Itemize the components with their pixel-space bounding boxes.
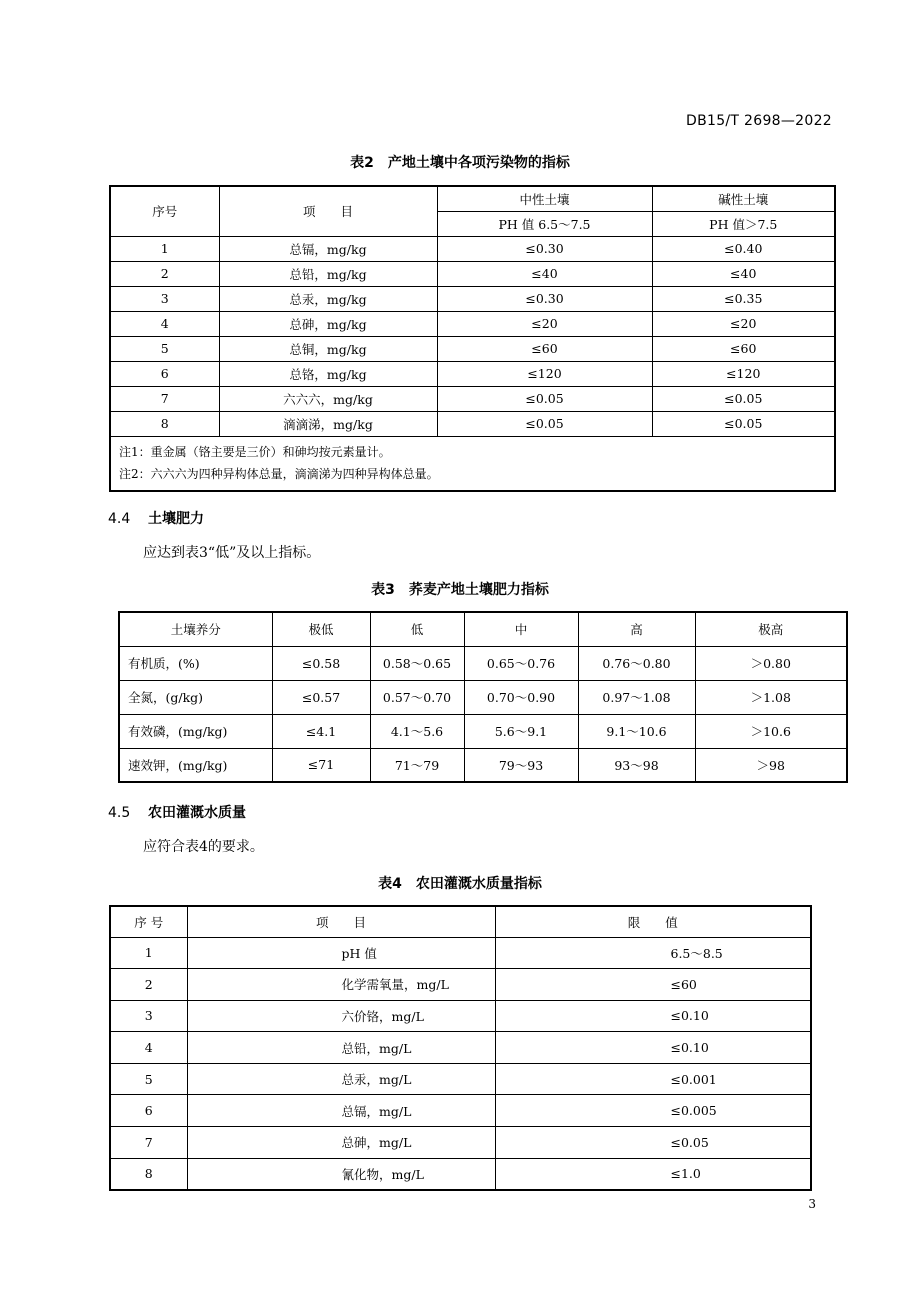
cell-item: 总镉，mg/L	[187, 1095, 495, 1127]
cell-alkaline: ≤0.05	[652, 411, 835, 436]
cell-item: 总铜，mg/kg	[219, 336, 437, 361]
table-row	[110, 236, 835, 261]
table4-header-item: 项 目	[187, 906, 495, 937]
table-row	[119, 680, 847, 714]
cell-item: 总砷，mg/kg	[219, 311, 437, 336]
cell-alkaline: ≤120	[652, 361, 835, 386]
table3-header: 高	[578, 612, 695, 646]
cell-value: 0.97～1.08	[578, 680, 695, 714]
cell-item: 总铅，mg/kg	[219, 261, 437, 286]
cell-limit: ≤0.10	[495, 1032, 811, 1064]
table2-notes	[110, 436, 835, 491]
cell-value: ＞98	[695, 748, 847, 782]
table-row	[110, 311, 835, 336]
table-row	[110, 411, 835, 436]
cell-limit: ≤60	[495, 969, 811, 1001]
table-row	[110, 969, 811, 1001]
cell-value: 0.58～0.65	[370, 646, 464, 680]
cell-seq: 4	[110, 311, 219, 336]
cell-alkaline: ≤60	[652, 336, 835, 361]
cell-nutrient: 全氮，(g/kg)	[119, 680, 272, 714]
table-row	[110, 286, 835, 311]
cell-seq: 7	[110, 386, 219, 411]
table2-header-neutral-ph: PH 值 6.5～7.5	[437, 211, 652, 236]
cell-seq: 8	[110, 411, 219, 436]
table2-header-alkaline: 碱性土壤	[652, 186, 835, 211]
cell-neutral: ≤120	[437, 361, 652, 386]
cell-item: 总砷，mg/L	[187, 1127, 495, 1159]
cell-seq: 8	[110, 1158, 187, 1190]
table-row	[110, 937, 811, 969]
cell-item: 化学需氧量，mg/L	[187, 969, 495, 1001]
cell-value: ＞1.08	[695, 680, 847, 714]
cell-neutral: ≤20	[437, 311, 652, 336]
cell-seq: 7	[110, 1127, 187, 1159]
cell-item: 六价铬，mg/L	[187, 1000, 495, 1032]
table-row	[110, 361, 835, 386]
cell-neutral: ≤0.05	[437, 386, 652, 411]
table2-header-seq: 序号	[110, 186, 219, 236]
cell-item: 总镉，mg/kg	[219, 236, 437, 261]
cell-limit: ≤0.001	[495, 1063, 811, 1095]
section-heading-4-4	[108, 508, 204, 528]
table2-caption: 表2 产地土壤中各项污染物的指标	[350, 155, 570, 171]
cell-seq: 4	[110, 1032, 187, 1064]
cell-limit: 6.5～8.5	[495, 937, 811, 969]
section-heading-4-5	[108, 802, 246, 822]
cell-value: 9.1～10.6	[578, 714, 695, 748]
cell-value: ≤0.58	[272, 646, 370, 680]
cell-value: ＞0.80	[695, 646, 847, 680]
cell-value: 79～93	[464, 748, 578, 782]
table-row	[110, 1063, 811, 1095]
cell-neutral: ≤0.30	[437, 286, 652, 311]
table2-header-item: 项 目	[219, 186, 437, 236]
cell-value: 0.76～0.80	[578, 646, 695, 680]
cell-item: 六六六，mg/kg	[219, 386, 437, 411]
cell-neutral: ≤0.30	[437, 236, 652, 261]
table2-soil-pollutants	[109, 185, 836, 492]
cell-alkaline: ≤0.40	[652, 236, 835, 261]
table2-header-neutral: 中性土壤	[437, 186, 652, 211]
cell-item: 总汞，mg/L	[187, 1063, 495, 1095]
cell-item: 滴滴涕，mg/kg	[219, 411, 437, 436]
cell-seq: 5	[110, 1063, 187, 1095]
table3-header: 中	[464, 612, 578, 646]
table3-caption: 表3 荞麦产地土壤肥力指标	[371, 582, 549, 598]
cell-item: 总铬，mg/kg	[219, 361, 437, 386]
cell-neutral: ≤0.05	[437, 411, 652, 436]
section-number: 4.4	[108, 511, 131, 527]
table-row	[119, 748, 847, 782]
table-row	[110, 1000, 811, 1032]
cell-seq: 3	[110, 286, 219, 311]
table-row	[110, 386, 835, 411]
table2-note-2: 注2：六六六为四种异构体总量，滴滴涕为四种异构体总量。	[119, 466, 439, 481]
table2-note-1: 注1：重金属（铬主要是三价）和砷均按元素量计。	[119, 444, 391, 459]
cell-nutrient: 有机质，(%)	[119, 646, 272, 680]
table3-header: 土壤养分	[119, 612, 272, 646]
section-title: 土壤肥力	[148, 511, 204, 527]
table-row	[119, 714, 847, 748]
table3-header: 极高	[695, 612, 847, 646]
table3-header-row	[119, 612, 847, 646]
cell-limit: ≤0.05	[495, 1127, 811, 1159]
table-row	[119, 646, 847, 680]
table3-header: 极低	[272, 612, 370, 646]
table4-irrigation-water	[109, 905, 812, 1191]
cell-limit: ≤0.10	[495, 1000, 811, 1032]
cell-seq: 3	[110, 1000, 187, 1032]
section-4-4-text: 应达到表3“低”及以上指标。	[143, 545, 321, 561]
table4-header-row	[110, 906, 811, 937]
cell-value: 93～98	[578, 748, 695, 782]
document-code: DB15/T 2698—2022	[686, 113, 832, 129]
table3-header: 低	[370, 612, 464, 646]
cell-value: 0.65～0.76	[464, 646, 578, 680]
cell-seq: 6	[110, 361, 219, 386]
cell-value: ≤4.1	[272, 714, 370, 748]
cell-seq: 6	[110, 1095, 187, 1127]
cell-value: 0.57～0.70	[370, 680, 464, 714]
section-number: 4.5	[108, 805, 131, 821]
cell-item: 总汞，mg/kg	[219, 286, 437, 311]
cell-alkaline: ≤0.35	[652, 286, 835, 311]
cell-seq: 2	[110, 969, 187, 1001]
table4-header-seq: 序 号	[110, 906, 187, 937]
cell-value: ≤0.57	[272, 680, 370, 714]
table4-header-limit: 限 值	[495, 906, 811, 937]
cell-item: pH 值	[187, 937, 495, 969]
cell-neutral: ≤60	[437, 336, 652, 361]
cell-value: 71～79	[370, 748, 464, 782]
cell-seq: 1	[110, 937, 187, 969]
cell-value: 4.1～5.6	[370, 714, 464, 748]
section-4-5-text: 应符合表4的要求。	[143, 839, 264, 855]
section-title: 农田灌溉水质量	[148, 805, 246, 821]
cell-item: 氰化物，mg/L	[187, 1158, 495, 1190]
cell-value: 5.6～9.1	[464, 714, 578, 748]
page-number: 3	[808, 1197, 816, 1211]
cell-neutral: ≤40	[437, 261, 652, 286]
cell-seq: 5	[110, 336, 219, 361]
cell-value: ＞10.6	[695, 714, 847, 748]
table-row	[110, 1095, 811, 1127]
cell-alkaline: ≤0.05	[652, 386, 835, 411]
table4-caption: 表4 农田灌溉水质量指标	[378, 876, 542, 892]
cell-seq: 1	[110, 236, 219, 261]
table3-soil-fertility	[118, 611, 848, 783]
cell-nutrient: 速效钾，(mg/kg)	[119, 748, 272, 782]
cell-value: 0.70～0.90	[464, 680, 578, 714]
cell-value: ≤71	[272, 748, 370, 782]
table2-header-alkaline-ph: PH 值＞7.5	[652, 211, 835, 236]
cell-item: 总铅，mg/L	[187, 1032, 495, 1064]
cell-limit: ≤1.0	[495, 1158, 811, 1190]
cell-alkaline: ≤40	[652, 261, 835, 286]
table-row	[110, 336, 835, 361]
table-row	[110, 261, 835, 286]
table-row	[110, 1127, 811, 1159]
cell-seq: 2	[110, 261, 219, 286]
table-row	[110, 1158, 811, 1190]
cell-alkaline: ≤20	[652, 311, 835, 336]
cell-nutrient: 有效磷，(mg/kg)	[119, 714, 272, 748]
table-row	[110, 1032, 811, 1064]
cell-limit: ≤0.005	[495, 1095, 811, 1127]
